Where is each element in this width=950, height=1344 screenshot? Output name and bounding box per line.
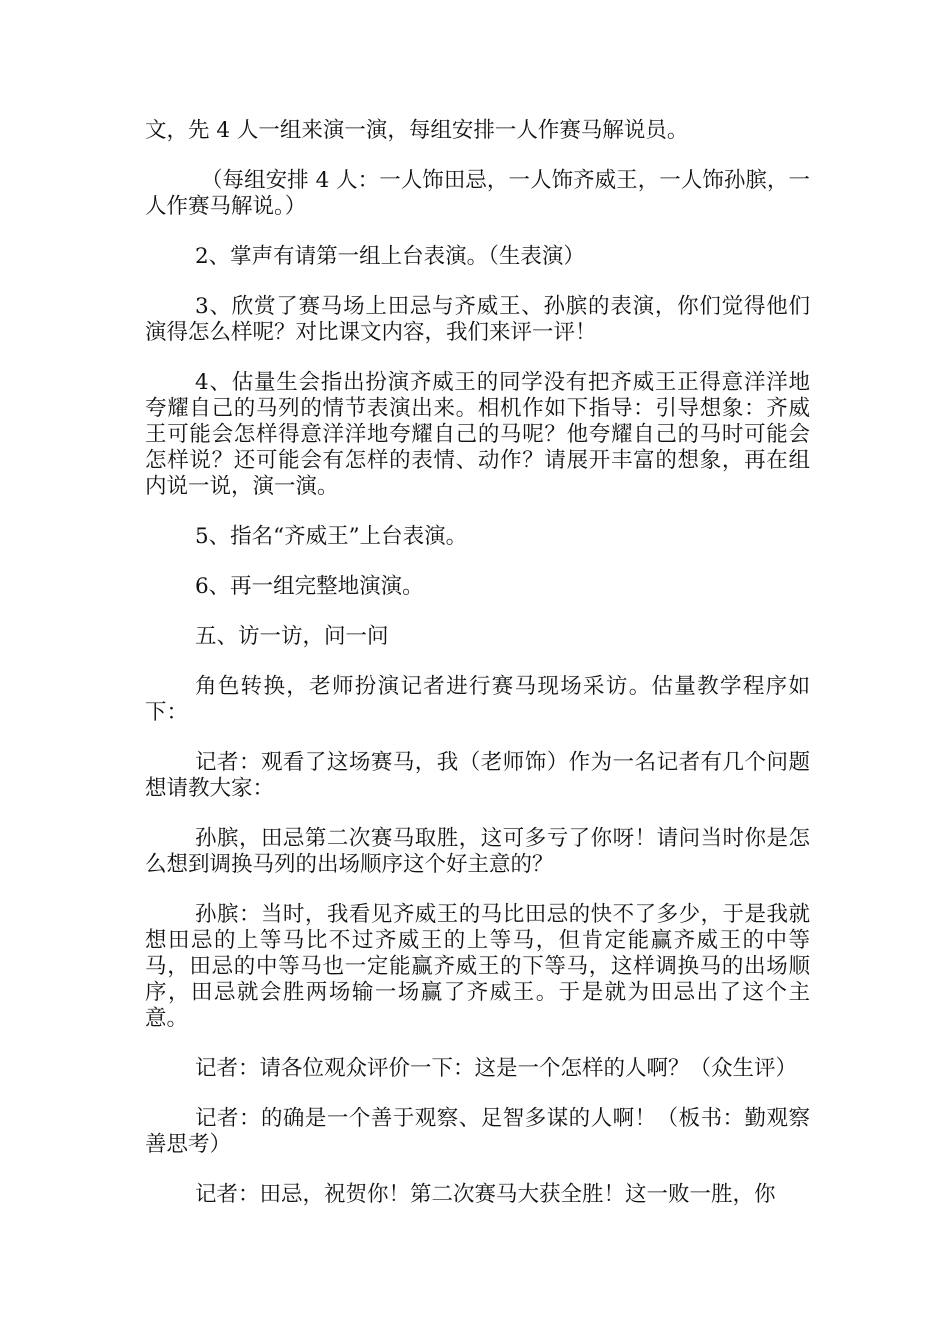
paragraph-12: 孙膑：当时，我看见齐威王的马比田忌的快不了多少，于是我就想田忌的上等马比不过齐威王的上等马，但肯定能赢齐威王的中等马，田忌的中等马也一定能赢齐威王的下等马，这样调换马的出场顺序，田忌就会胜两场输一场赢了齐威王。于是就为田忌出了这个主意。: [145, 902, 810, 1031]
document-page: [145, 118, 810, 1232]
paragraph-4: 3、欣赏了赛马场上田忌与齐威王、孙膑的表演，你们觉得他们演得怎么样呢？对比课文内容，我们来评一评！: [145, 294, 810, 345]
paragraph-14: 记者：的确是一个善于观察、足智多谋的人啊！（板书：勤观察 善思考）: [145, 1106, 810, 1157]
paragraph-2: （每组安排 4 人：一人饰田忌，一人饰齐威王，一人饰孙膑，一人作赛马解说。）: [145, 168, 810, 219]
section-heading: 五、访一访，问一问: [195, 624, 389, 649]
paragraph-11: 孙膑，田忌第二次赛马取胜，这可多亏了你呀！请问当时你是怎么想到调换马列的出场顺序这个好主意的？: [145, 826, 810, 877]
paragraph-1: 文，先 4 人一组来演一演，每组安排一人作赛马解说员。: [145, 118, 689, 143]
paragraph-10: 记者：观看了这场赛马，我（老师饰）作为一名记者有几个问题想请教大家：: [145, 750, 810, 801]
paragraph-6: 5、指名“齐威王”上台表演。: [195, 524, 468, 549]
paragraph-3: 2、掌声有请第一组上台表演。（生表演）: [195, 244, 585, 269]
paragraph-7: 6、再一组完整地演演。: [195, 574, 424, 599]
paragraph-5: 4、估量生会指出扮演齐威王的同学没有把齐威王正得意洋洋地夸耀自己的马列的情节表演出来。相机作如下指导：引导想象：齐威王可能会怎样得意洋洋地夸耀自己的马呢？他夸耀自己的马时可能会怎样说？还可能会有怎样的表情、动作？请展开丰富的想象，再在组内说一说，演一演。: [145, 370, 810, 499]
paragraph-13: 记者：请各位观众评价一下：这是一个怎样的人啊？（众生评）: [195, 1056, 798, 1081]
paragraph-15: 记者：田忌，祝贺你！第二次赛马大获全胜！这一败一胜，你: [195, 1182, 776, 1207]
paragraph-9: 角色转换，老师扮演记者进行赛马现场采访。估量教学程序如下：: [145, 674, 810, 725]
